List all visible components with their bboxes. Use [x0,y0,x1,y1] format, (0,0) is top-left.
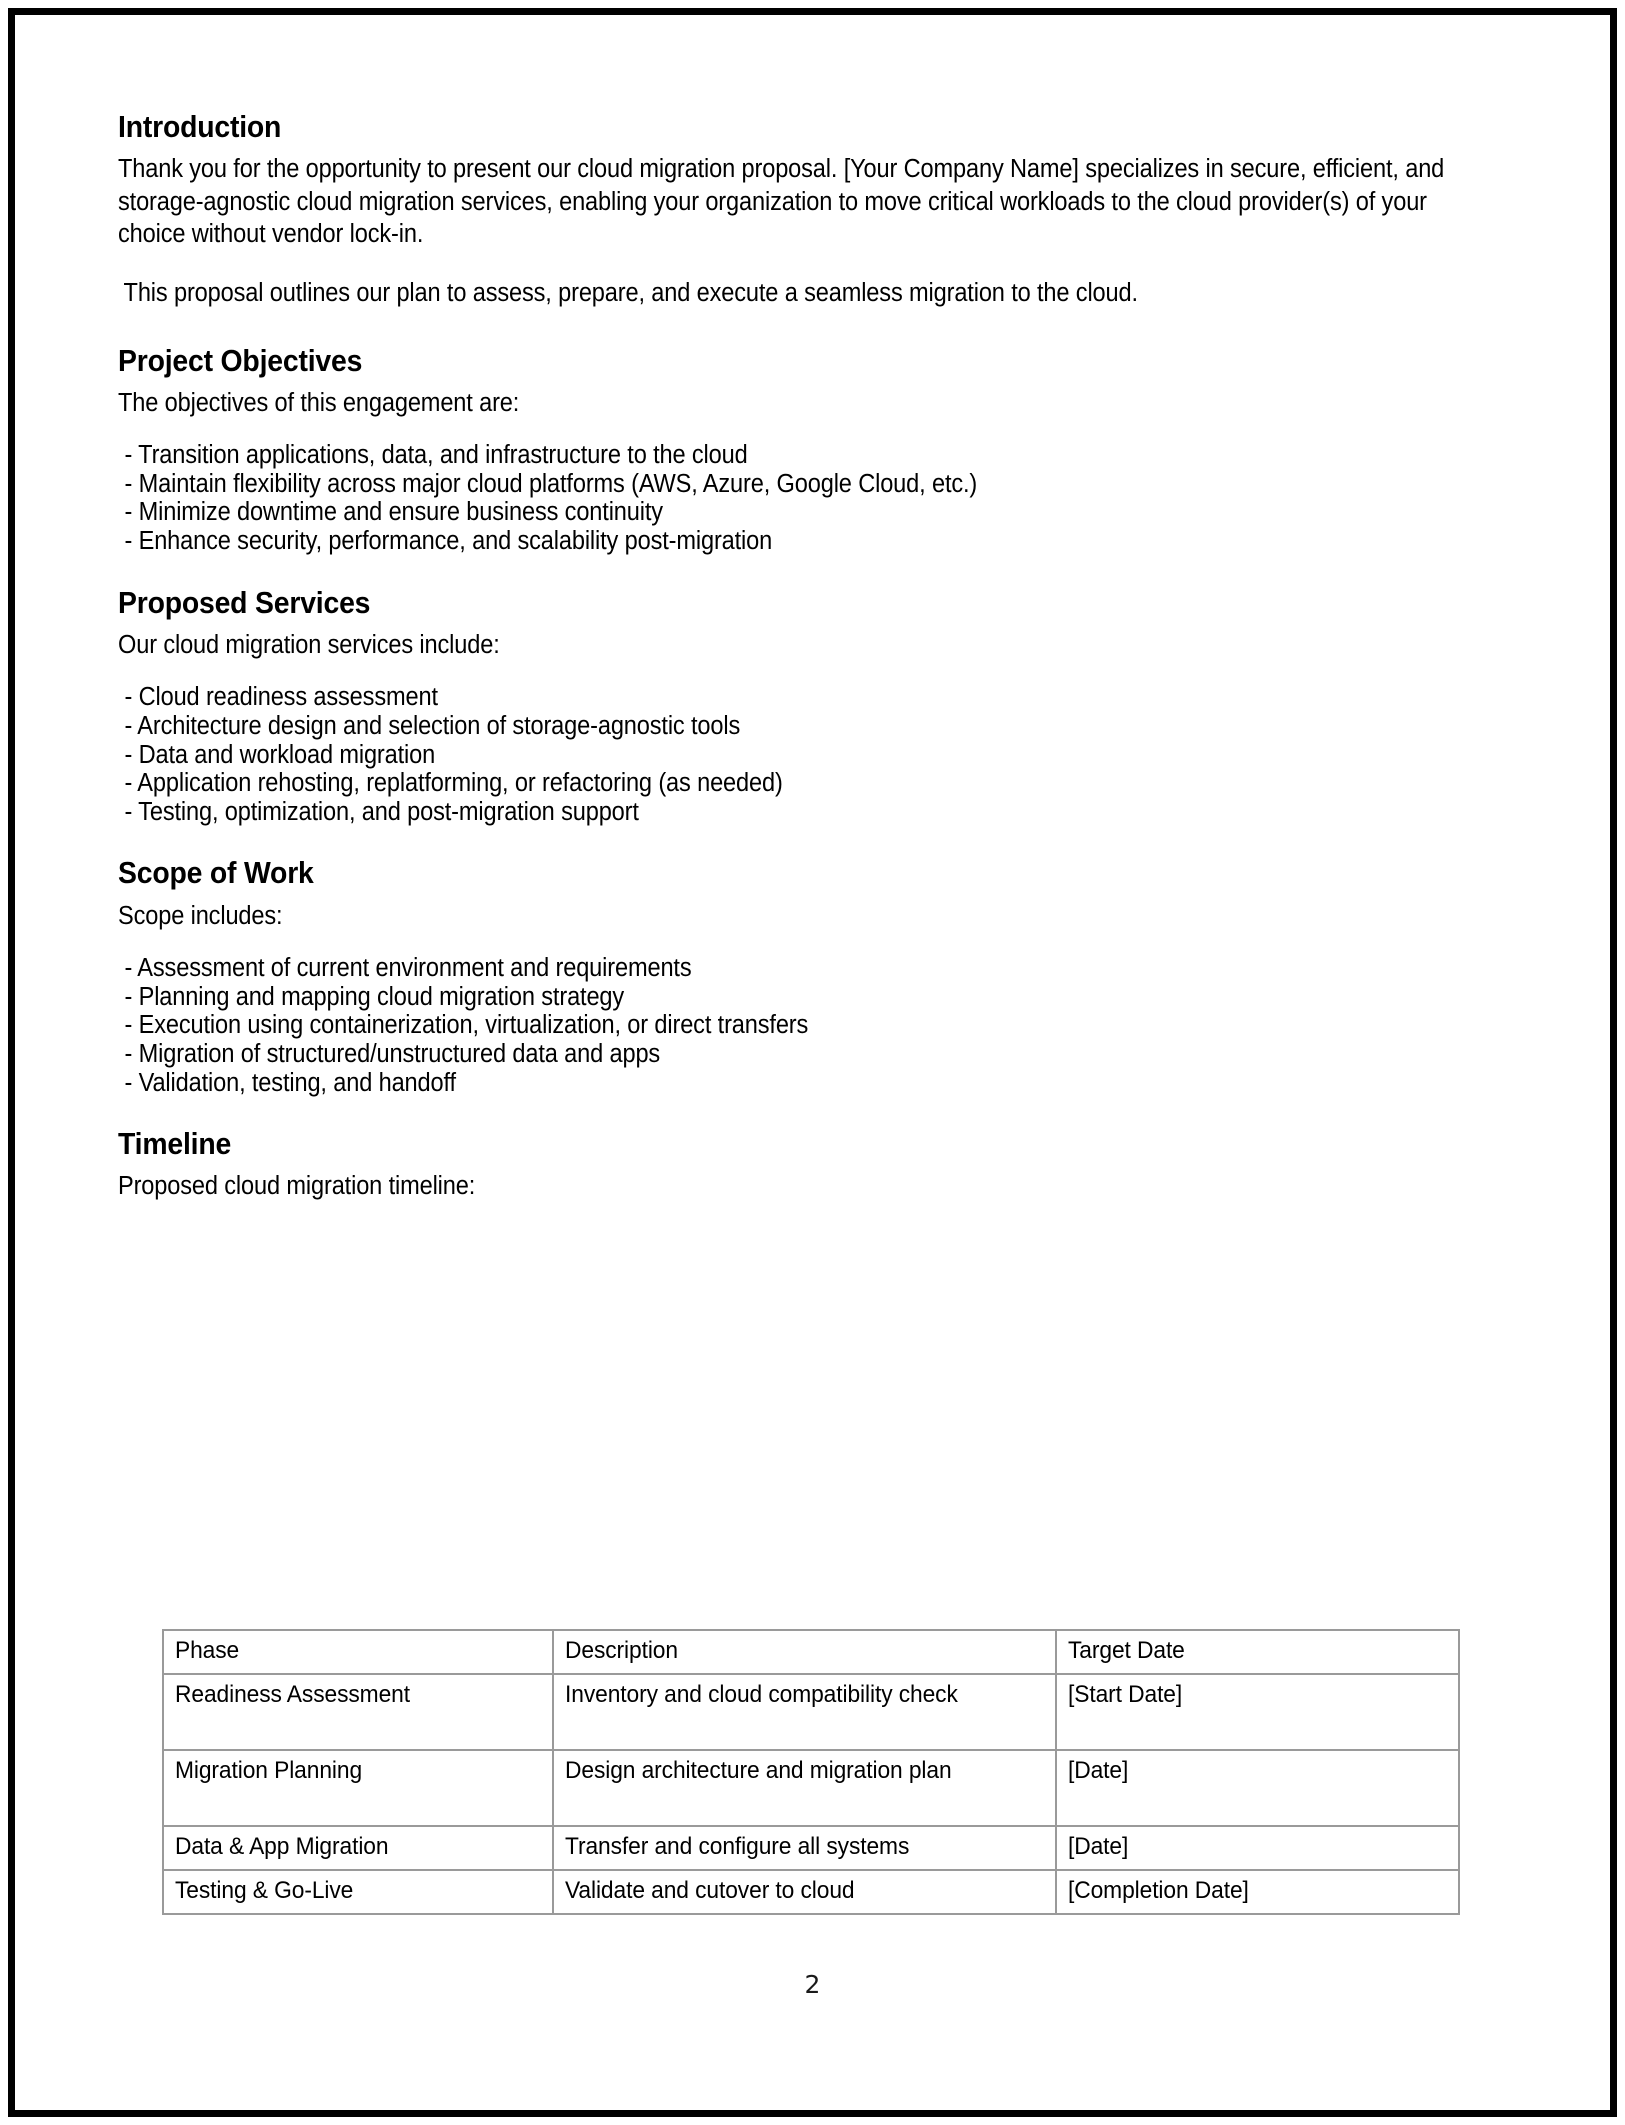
intro-scope-of-work: Scope includes: [118,901,283,930]
heading-timeline: Timeline [118,1127,232,1162]
list-item: - Architecture design and selection of storage-agnostic tools [124,712,741,740]
list-item: - Testing, optimization, and post-migration support [124,797,639,826]
cell-description [553,1870,1056,1914]
intro-project-objectives: The objectives of this engagement are: [118,388,520,417]
cell-target-date [1056,1674,1459,1750]
column-header-phase [163,1630,553,1674]
list-item: - Data and workload migration [124,740,436,769]
cell-target-date-text: [Start Date] [1068,1681,1183,1708]
timeline-table [162,1629,1460,1915]
list-item: - Planning and mapping cloud migration strategy [124,982,625,1011]
cell-phase [163,1826,553,1870]
list-item: - Maintain flexibility across major cloud platforms (AWS, Azure, Google Cloud, etc.) [124,469,978,498]
page-frame [8,8,1617,2117]
cell-phase [163,1870,553,1914]
list-item: - Execution using containerization, virtualization, or direct transfers [124,1011,809,1040]
cell-description [553,1750,1056,1826]
table-row [163,1826,1459,1870]
cell-phase-text: Testing & Go-Live [175,1877,354,1904]
paragraph-introduction-2: This proposal outlines our plan to assess, prepare, and execute a seamless migration to the cloud. [123,278,1138,307]
cell-phase-text: Migration Planning [175,1757,363,1784]
column-header-target-date-label: Target Date [1068,1637,1185,1664]
cell-target-date-text: [Completion Date] [1068,1877,1249,1904]
list-item: - Validation, testing, and handoff [124,1068,456,1097]
cell-description-text: Inventory and cloud compatibility check [565,1681,958,1708]
list-item: - Enhance security, performance, and scalability post-migration [124,527,773,556]
timeline-table-container [162,1629,1458,1915]
cell-phase [163,1750,553,1826]
heading-proposed-services: Proposed Services [118,585,371,620]
cell-target-date-text: [Date] [1068,1833,1129,1860]
column-header-target-date [1056,1630,1459,1674]
list-item: - Minimize downtime and ensure business continuity [124,498,663,527]
cell-target-date [1056,1750,1459,1826]
heading-project-objectives: Project Objectives [118,343,363,378]
list-scope-of-work [118,954,1462,1097]
page-canvas [15,15,1610,2110]
intro-timeline: Proposed cloud migration timeline: [118,1172,476,1201]
list-item: - Migration of structured/unstructured data and apps [124,1039,661,1068]
list-proposed-services [118,683,1462,826]
cell-phase-text: Data & App Migration [175,1833,389,1860]
cell-target-date [1056,1826,1459,1870]
column-header-phase-label: Phase [175,1637,240,1664]
column-header-description [553,1630,1056,1674]
table-row [163,1750,1459,1826]
list-project-objectives [118,441,1462,555]
heading-scope-of-work: Scope of Work [118,856,314,891]
cell-description-text: Design architecture and migration plan [565,1757,952,1784]
cell-description [553,1674,1056,1750]
page-number: 2 [804,1970,821,1999]
cell-description-text: Transfer and configure all systems [565,1833,910,1860]
table-row [163,1870,1459,1914]
paragraph-introduction-1: Thank you for the opportunity to present our cloud migration proposal. [Your Company Name] specializes in secure, efficient, and storage-agnostic cloud migration services, enabling your organization to move critical workloads to the cloud provider(s) of your choice without vendor lock-in. [118,155,1445,249]
table-header-row [163,1630,1459,1674]
cell-target-date [1056,1870,1459,1914]
list-item: - Cloud readiness assessment [124,683,438,712]
list-item: - Transition applications, data, and infrastructure to the cloud [124,441,748,470]
column-header-description-label: Description [565,1637,678,1664]
cell-phase [163,1674,553,1750]
document-body [118,110,1463,1203]
heading-introduction: Introduction [118,110,282,144]
cell-description [553,1826,1056,1870]
list-item: - Assessment of current environment and requirements [124,954,692,983]
intro-proposed-services: Our cloud migration services include: [118,630,500,659]
cell-description-text: Validate and cutover to cloud [565,1877,855,1904]
cell-phase-text: Readiness Assessment [175,1681,410,1708]
table-row [163,1674,1459,1750]
cell-target-date-text: [Date] [1068,1757,1129,1784]
list-item: - Application rehosting, replatforming, or refactoring (as needed) [124,769,783,798]
